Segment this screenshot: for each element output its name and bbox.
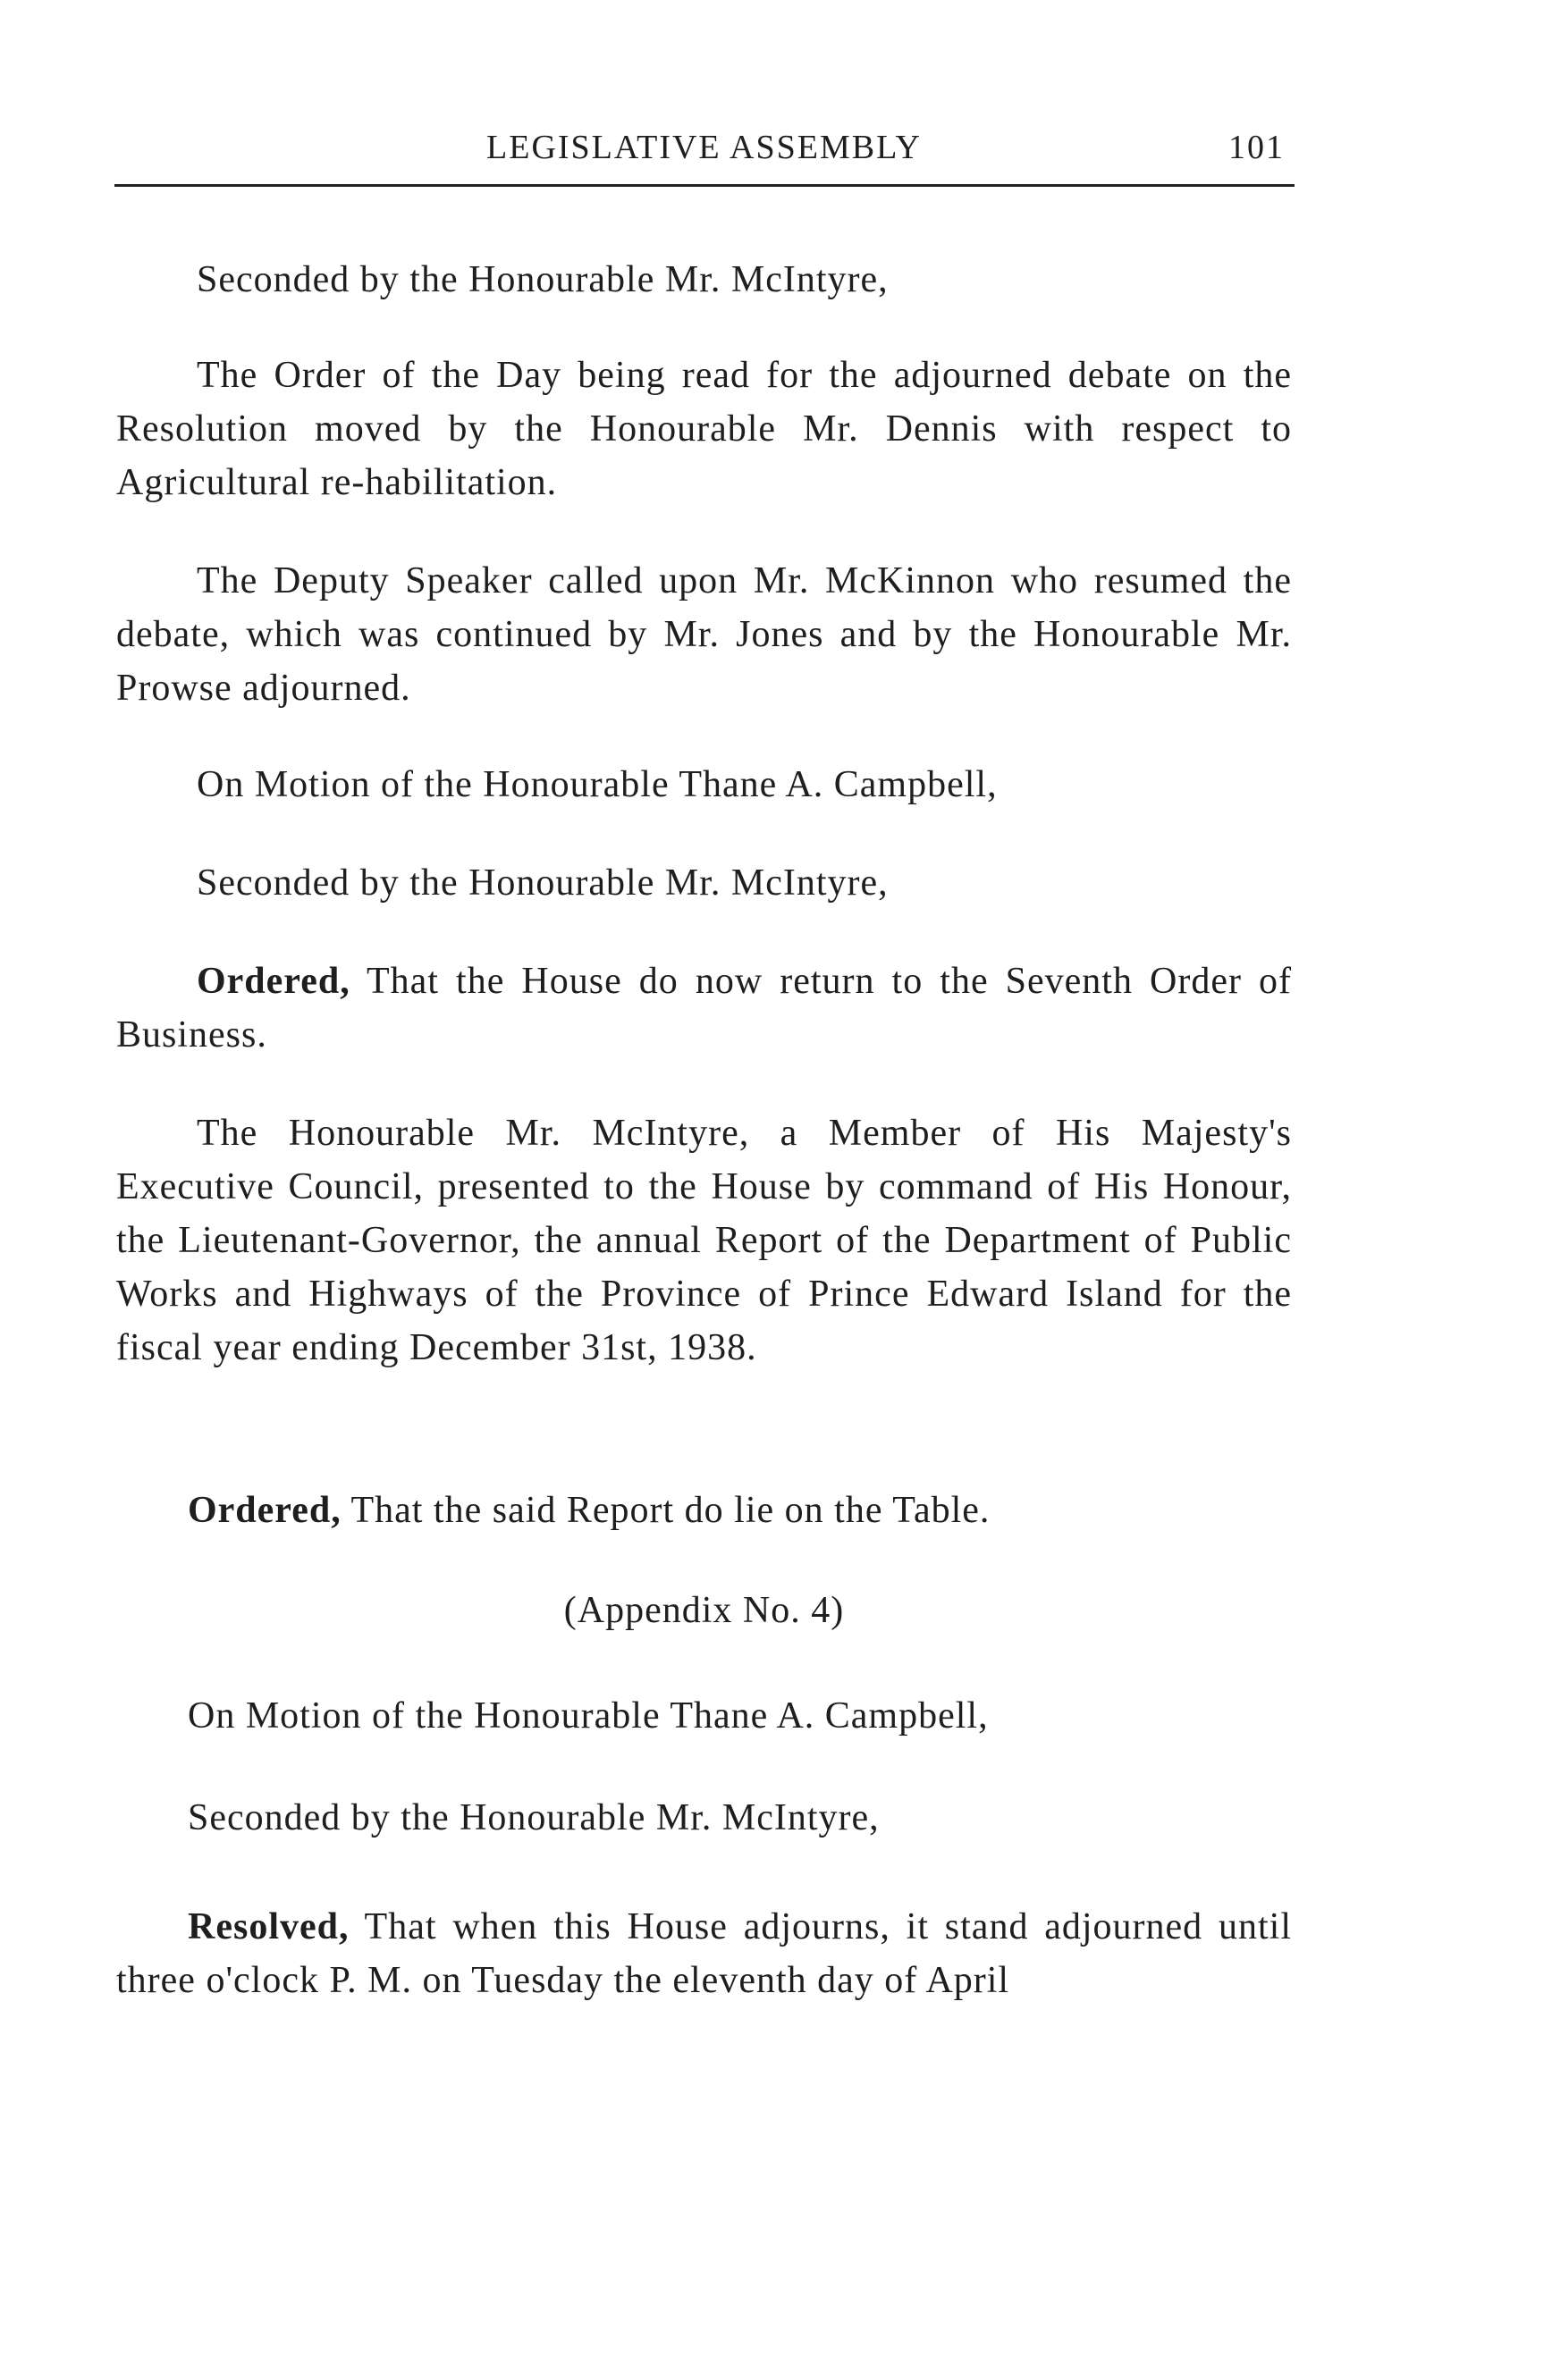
paragraph-text: Seconded by the Honourable Mr. McIntyre, bbox=[197, 259, 889, 300]
paragraph-lead: Ordered, bbox=[197, 961, 350, 1002]
paragraph-text: That when this House adjourns, it stand adjourned until three o'clock P. M. on Tuesday the eleventh day of April bbox=[116, 1906, 1292, 2001]
paragraph-resolved bbox=[116, 1900, 1292, 2007]
paragraph-deputy-speaker bbox=[116, 554, 1292, 715]
paragraph-text: That the House do now return to the Seventh Order of Business. bbox=[116, 961, 1292, 1055]
paragraph-text: On Motion of the Honourable Thane A. Campbell, bbox=[188, 1695, 989, 1737]
paragraph-text: Seconded by the Honourable Mr. McIntyre, bbox=[197, 862, 889, 904]
page-number: 101 bbox=[1228, 129, 1285, 166]
paragraph-text: The Deputy Speaker called upon Mr. McKinnon who resumed the debate, which was continued by Mr. Jones and by the Honourable Mr. Prowse adjourned. bbox=[116, 560, 1292, 709]
paragraph-lead: Ordered, bbox=[188, 1490, 342, 1531]
paragraph-seconded-3 bbox=[116, 1791, 1292, 1845]
paragraph-motion-1 bbox=[116, 758, 1292, 812]
paragraph-seconded-2 bbox=[116, 856, 1292, 910]
header-rule bbox=[114, 184, 1295, 187]
paragraph-text: (Appendix No. 4) bbox=[563, 1590, 845, 1631]
paragraph-motion-2 bbox=[116, 1689, 1292, 1743]
paragraph-ordered-2 bbox=[116, 1484, 1292, 1537]
paragraph-seconded-1 bbox=[116, 253, 1292, 307]
paragraph-ordered-1 bbox=[116, 955, 1292, 1062]
paragraph-text: Seconded by the Honourable Mr. McIntyre, bbox=[188, 1797, 880, 1838]
paragraph-text: The Order of the Day being read for the adjourned debate on the Resolution moved by the Honourable Mr. Dennis with respect to Agricultural re-habilitation. bbox=[116, 355, 1292, 503]
page-header bbox=[116, 125, 1292, 179]
paragraph-order-of-day bbox=[116, 349, 1292, 509]
paragraph-lead: Resolved, bbox=[188, 1906, 350, 1947]
paragraph-report-presented bbox=[116, 1106, 1292, 1375]
running-title: LEGISLATIVE ASSEMBLY bbox=[486, 129, 922, 166]
paragraph-text: The Honourable Mr. McIntyre, a Member of His Majesty's Executive Council, presented to the House by command of His Honour, the Lieutenant-Governor, the annual Report of the Department of Public Works and Highways of the Province of Prince Edward Island for the fiscal year ending December 31st, 1938. bbox=[116, 1113, 1292, 1368]
paragraph-text: That the said Report do lie on the Table. bbox=[341, 1490, 991, 1531]
appendix-reference bbox=[116, 1584, 1292, 1637]
paragraph-text: On Motion of the Honourable Thane A. Campbell, bbox=[197, 764, 998, 805]
